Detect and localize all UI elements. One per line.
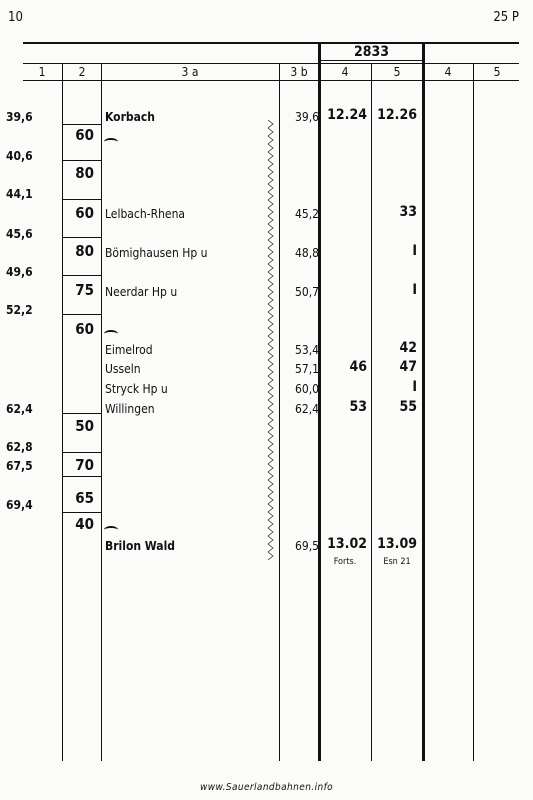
arrival-time: 46: [349, 359, 367, 375]
curve-symbol: [104, 526, 118, 534]
departure-time: 33: [399, 204, 417, 220]
continuation-note: Forts.: [333, 557, 357, 567]
page-code: 25 P: [493, 10, 519, 25]
departure-time: 12.26: [377, 107, 417, 123]
station-km: 69,5: [294, 539, 319, 553]
speed-section-line: [62, 124, 101, 125]
speed-section-line: [62, 413, 101, 414]
speed-limit: 50: [75, 417, 94, 435]
speed-limit: 80: [75, 242, 94, 260]
column-rule: [101, 63, 102, 761]
column-header-3a: 3 a: [181, 65, 199, 79]
km-marker: 44,1: [6, 187, 33, 201]
arrival-time: 12.24: [327, 107, 367, 123]
km-marker: 62,4: [6, 402, 33, 416]
column-rule: [473, 63, 474, 761]
curve-symbol: [104, 330, 118, 338]
table-top-rule: [23, 42, 519, 44]
speed-limit: 70: [75, 456, 94, 474]
speed-limit: 40: [75, 515, 94, 533]
column-rule: [279, 63, 280, 761]
column-header-5: 5: [393, 65, 401, 79]
speed-limit: 75: [75, 281, 94, 299]
column-header-5b: 5: [493, 65, 501, 79]
station-km: 60,0: [294, 382, 319, 396]
column-header-4: 4: [341, 65, 349, 79]
arrival-time: 13.02: [327, 536, 367, 552]
speed-limit: 80: [75, 164, 94, 182]
km-marker: 49,6: [6, 265, 33, 279]
footer-website: www.Sauerlandbahnen.info: [199, 782, 334, 793]
km-marker: 45,6: [6, 227, 33, 241]
departure-time: 47: [399, 359, 417, 375]
station-name: Stryck Hp u: [105, 382, 168, 396]
station-km: 45,2: [294, 207, 319, 221]
train-header-rule: [319, 60, 424, 61]
arrival-time: 53: [349, 399, 367, 415]
header-divider: [23, 63, 519, 64]
single-track-zigzag: [266, 120, 276, 560]
km-marker: 40,6: [6, 149, 33, 163]
km-marker: 69,4: [6, 498, 33, 512]
station-km: 57,1: [294, 362, 319, 376]
speed-section-line: [62, 512, 101, 513]
speed-limit: 60: [75, 126, 94, 144]
station-name: Korbach: [105, 110, 155, 124]
speed-limit: 60: [75, 204, 94, 222]
column-header-3b: 3 b: [290, 65, 308, 79]
curve-symbol: [104, 138, 118, 146]
speed-limit: 60: [75, 320, 94, 338]
column-header-4b: 4: [444, 65, 452, 79]
station-name: Lelbach-Rhena: [105, 207, 186, 221]
departure-time: 55: [399, 399, 417, 415]
speed-section-line: [62, 314, 101, 315]
station-km: 39,6: [294, 110, 319, 124]
pass-through-mark: I: [412, 243, 417, 259]
speed-section-line: [62, 476, 101, 477]
pass-through-mark: I: [412, 282, 417, 298]
km-marker: 39,6: [6, 110, 33, 124]
speed-limit: 65: [75, 489, 94, 507]
station-km: 62,4: [294, 402, 319, 416]
departure-time: 42: [399, 340, 417, 356]
station-km: 53,4: [294, 343, 319, 357]
station-name: Usseln: [105, 362, 141, 376]
station-name: Neerdar Hp u: [105, 285, 178, 299]
station-km: 48,8: [294, 246, 319, 260]
speed-section-line: [62, 237, 101, 238]
station-name: Willingen: [105, 402, 155, 416]
column-header-2: 2: [78, 65, 86, 79]
speed-section-line: [62, 275, 101, 276]
train-column-right-rule: [422, 42, 425, 761]
station-name: Bömighausen Hp u: [105, 246, 208, 260]
departure-time: 13.09: [377, 536, 417, 552]
speed-section-line: [62, 199, 101, 200]
page-number: 10: [8, 10, 23, 25]
km-marker: 52,2: [6, 303, 33, 317]
connection-note: Esn 21: [383, 557, 411, 567]
station-km: 50,7: [294, 285, 319, 299]
speed-section-line: [62, 452, 101, 453]
pass-through-mark: I: [412, 379, 417, 395]
column-header-1: 1: [38, 65, 46, 79]
column-rule: [62, 63, 63, 761]
km-marker: 62,8: [6, 440, 33, 454]
station-name: Eimelrod: [105, 343, 153, 357]
km-marker: 67,5: [6, 459, 33, 473]
header-bottom-rule: [23, 80, 519, 81]
speed-section-line: [62, 160, 101, 161]
train-number: 2833: [353, 44, 390, 60]
station-name: Brilon Wald: [105, 539, 176, 553]
